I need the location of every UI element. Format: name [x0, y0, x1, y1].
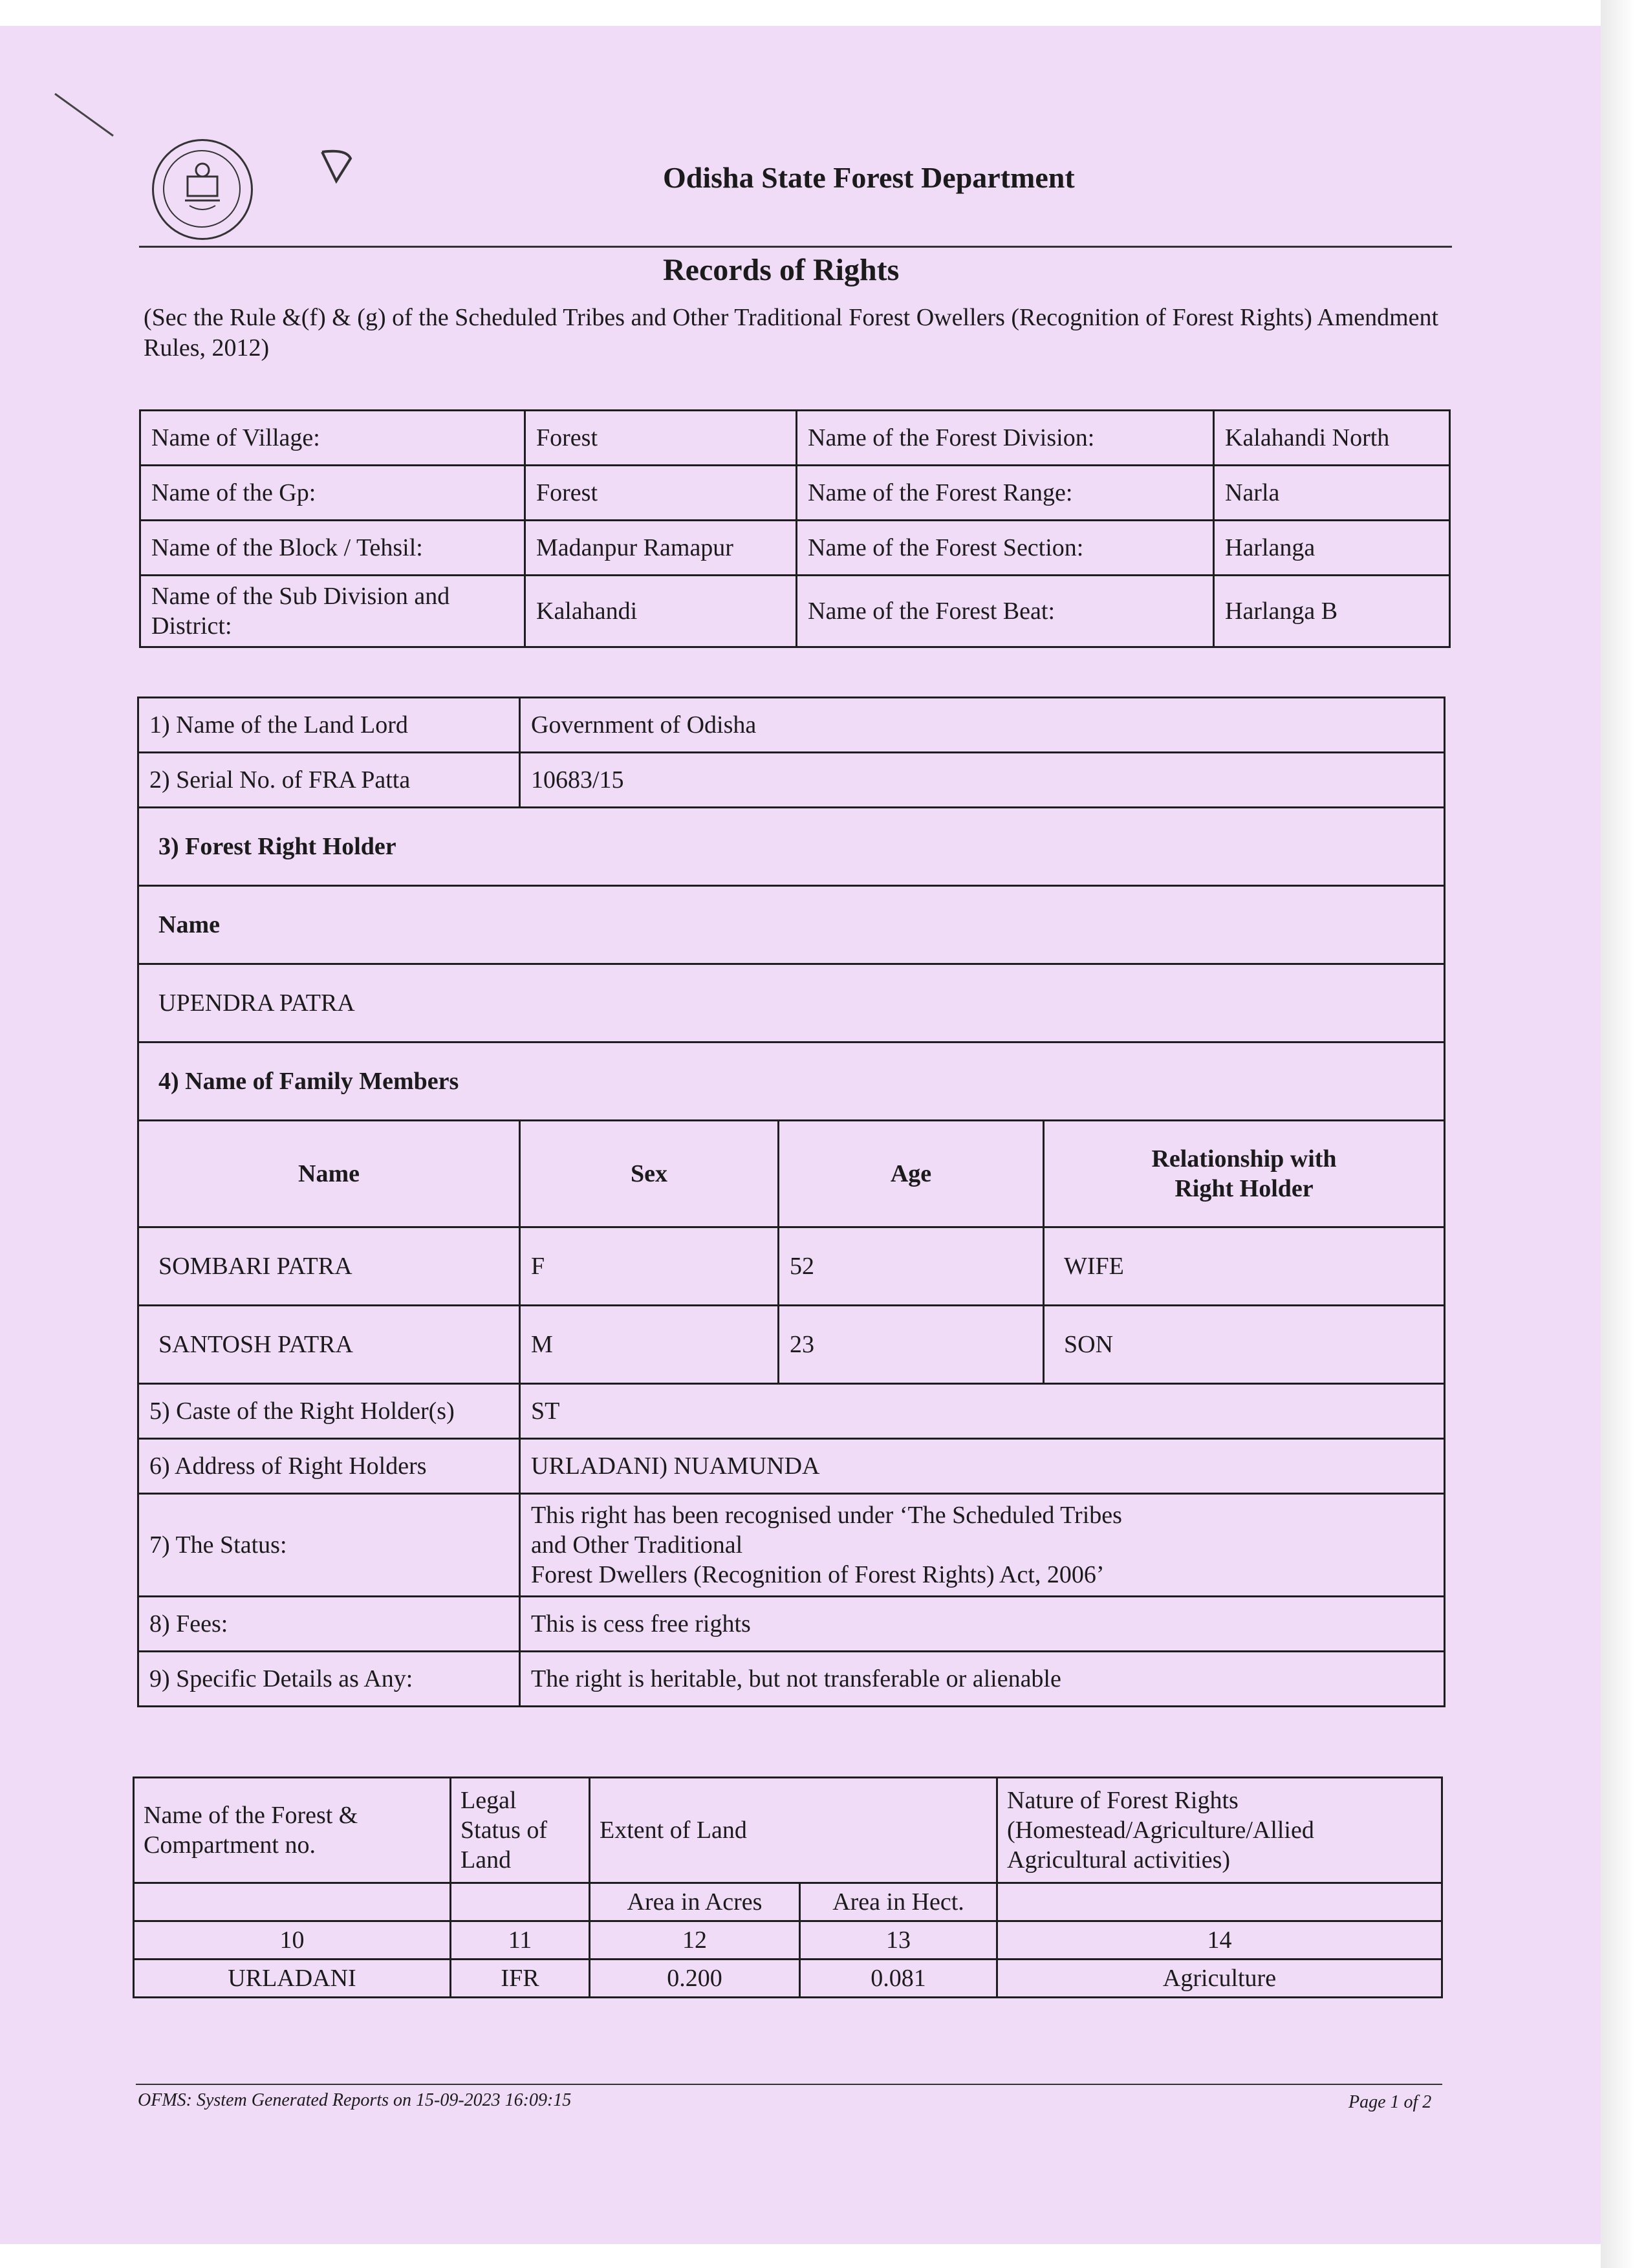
- forest-name-value: URLADANI: [134, 1960, 451, 1998]
- status-line-1: This right has been recognised under ‘The Scheduled Tribes and Other Traditional: [531, 1502, 1122, 1559]
- table-row: [138, 1439, 1445, 1494]
- footer-divider: [136, 2084, 1442, 2085]
- details-label: 9) Specific Details as Any:: [138, 1652, 520, 1707]
- col-number: 11: [451, 1921, 590, 1960]
- caste-value: ST: [520, 1384, 1445, 1439]
- legal-status-value: IFR: [451, 1960, 590, 1998]
- family-heading: 4) Name of Family Members: [138, 1042, 1445, 1121]
- gp-label: Name of the Gp:: [140, 466, 525, 521]
- page-number: Page 1 of 2: [1348, 2092, 1432, 2112]
- table-row: [138, 886, 1445, 964]
- forest-beat-value: Harlanga B: [1214, 576, 1450, 647]
- table-row: [134, 1778, 1442, 1883]
- col-area-acres: Area in Acres: [590, 1883, 800, 1921]
- table-row: [138, 1597, 1445, 1652]
- forest-beat-label: Name of the Forest Beat:: [797, 576, 1214, 647]
- forest-section-label: Name of the Forest Section:: [797, 521, 1214, 576]
- serial-label: 2) Serial No. of FRA Patta: [138, 753, 520, 808]
- fees-value: This is cess free rights: [520, 1597, 1445, 1652]
- col-nature-of-rights: Nature of Forest Rights (Homestead/Agriculture/Allied Agricultural activities): [997, 1778, 1442, 1883]
- family-member-relation: WIFE: [1044, 1227, 1445, 1306]
- family-member-sex: F: [520, 1227, 779, 1306]
- family-member-age: 52: [779, 1227, 1044, 1306]
- area-acres-value: 0.200: [590, 1960, 800, 1998]
- table-row: [138, 1227, 1445, 1306]
- land-lord-label: 1) Name of the Land Lord: [138, 698, 520, 753]
- forest-range-value: Narla: [1214, 466, 1450, 521]
- block-label: Name of the Block / Tehsil:: [140, 521, 525, 576]
- table-row: [138, 1494, 1445, 1597]
- address-value: URLADANI) NUAMUNDA: [520, 1439, 1445, 1494]
- page-edge: [1601, 0, 1635, 2268]
- land-lord-value: Government of Odisha: [520, 698, 1445, 753]
- col-number: 10: [134, 1921, 451, 1960]
- block-value: Madanpur Ramapur: [525, 521, 797, 576]
- village-label: Name of Village:: [140, 411, 525, 466]
- village-value: Forest: [525, 411, 797, 466]
- family-member-sex: M: [520, 1306, 779, 1384]
- forest-division-label: Name of the Forest Division:: [797, 411, 1214, 466]
- table-row: [138, 808, 1445, 886]
- family-member-age: 23: [779, 1306, 1044, 1384]
- sub-division-label: Name of the Sub Division and District:: [140, 576, 525, 647]
- details-value: The right is heritable, but not transferable or alienable: [520, 1652, 1445, 1707]
- table-row: [138, 1042, 1445, 1121]
- land-table: [133, 1777, 1443, 1998]
- status-line-2: Forest Dwellers (Recognition of Forest Rights) Act, 2006’: [531, 1561, 1105, 1588]
- odisha-emblem-seal: [152, 139, 253, 240]
- forest-division-value: Kalahandi North: [1214, 411, 1450, 466]
- family-member-relation: SON: [1044, 1306, 1445, 1384]
- holder-name: UPENDRA PATRA: [138, 964, 1445, 1042]
- forest-range-label: Name of the Forest Range:: [797, 466, 1214, 521]
- family-member-name: SOMBARI PATRA: [138, 1227, 520, 1306]
- rights-table: [137, 697, 1446, 1707]
- document-subtitle: (Sec the Rule &(f) & (g) of the Scheduled Tribes and Other Traditional Forest Owellers (Recognition of Forest Rights) Amendment Rules, 2012): [144, 304, 1439, 362]
- col-number: 12: [590, 1921, 800, 1960]
- status-value: [520, 1494, 1445, 1597]
- table-row: [140, 411, 1450, 466]
- family-col-name: Name: [138, 1121, 520, 1227]
- table-row: [134, 1921, 1442, 1960]
- holder-heading: 3) Forest Right Holder: [138, 808, 1445, 886]
- forest-section-value: Harlanga: [1214, 521, 1450, 576]
- table-row: [140, 521, 1450, 576]
- col-number: 13: [800, 1921, 997, 1960]
- table-row: [138, 753, 1445, 808]
- table-row: [140, 576, 1450, 647]
- table-row: [134, 1883, 1442, 1921]
- serial-value: 10683/15: [520, 753, 1445, 808]
- family-col-sex: Sex: [520, 1121, 779, 1227]
- department-name: Odisha State Forest Department: [663, 161, 1075, 194]
- table-row: [138, 1652, 1445, 1707]
- table-row: [138, 1306, 1445, 1384]
- col-number: 14: [997, 1921, 1442, 1960]
- caste-label: 5) Caste of the Right Holder(s): [138, 1384, 520, 1439]
- generated-note: OFMS: System Generated Reports on 15-09-2023 16:09:15: [138, 2090, 572, 2110]
- table-row: [138, 1121, 1445, 1227]
- address-label: 6) Address of Right Holders: [138, 1439, 520, 1494]
- handwritten-mark: [317, 146, 362, 191]
- family-member-name: SANTOSH PATRA: [138, 1306, 520, 1384]
- sub-division-value: Kalahandi: [525, 576, 797, 647]
- pen-stroke: [52, 91, 123, 142]
- status-label: 7) The Status:: [138, 1494, 520, 1597]
- table-row: [138, 698, 1445, 753]
- gp-value: Forest: [525, 466, 797, 521]
- col-extent-of-land: Extent of Land: [590, 1778, 997, 1883]
- col-legal-status: Legal Status of Land: [451, 1778, 590, 1883]
- family-col-age: Age: [779, 1121, 1044, 1227]
- table-row: [134, 1960, 1442, 1998]
- col-forest-compartment: Name of the Forest & Compartment no.: [134, 1778, 451, 1883]
- nature-value: Agriculture: [997, 1960, 1442, 1998]
- location-table: [139, 409, 1451, 648]
- family-col-relationship: Relationship with Right Holder: [1044, 1121, 1445, 1227]
- table-row: [140, 466, 1450, 521]
- area-hect-value: 0.081: [800, 1960, 997, 1998]
- document-title: Records of Rights: [663, 253, 900, 287]
- fees-label: 8) Fees:: [138, 1597, 520, 1652]
- table-row: [138, 964, 1445, 1042]
- name-heading: Name: [138, 886, 1445, 964]
- header-divider: [139, 246, 1452, 248]
- col-area-hect: Area in Hect.: [800, 1883, 997, 1921]
- table-row: [138, 1384, 1445, 1439]
